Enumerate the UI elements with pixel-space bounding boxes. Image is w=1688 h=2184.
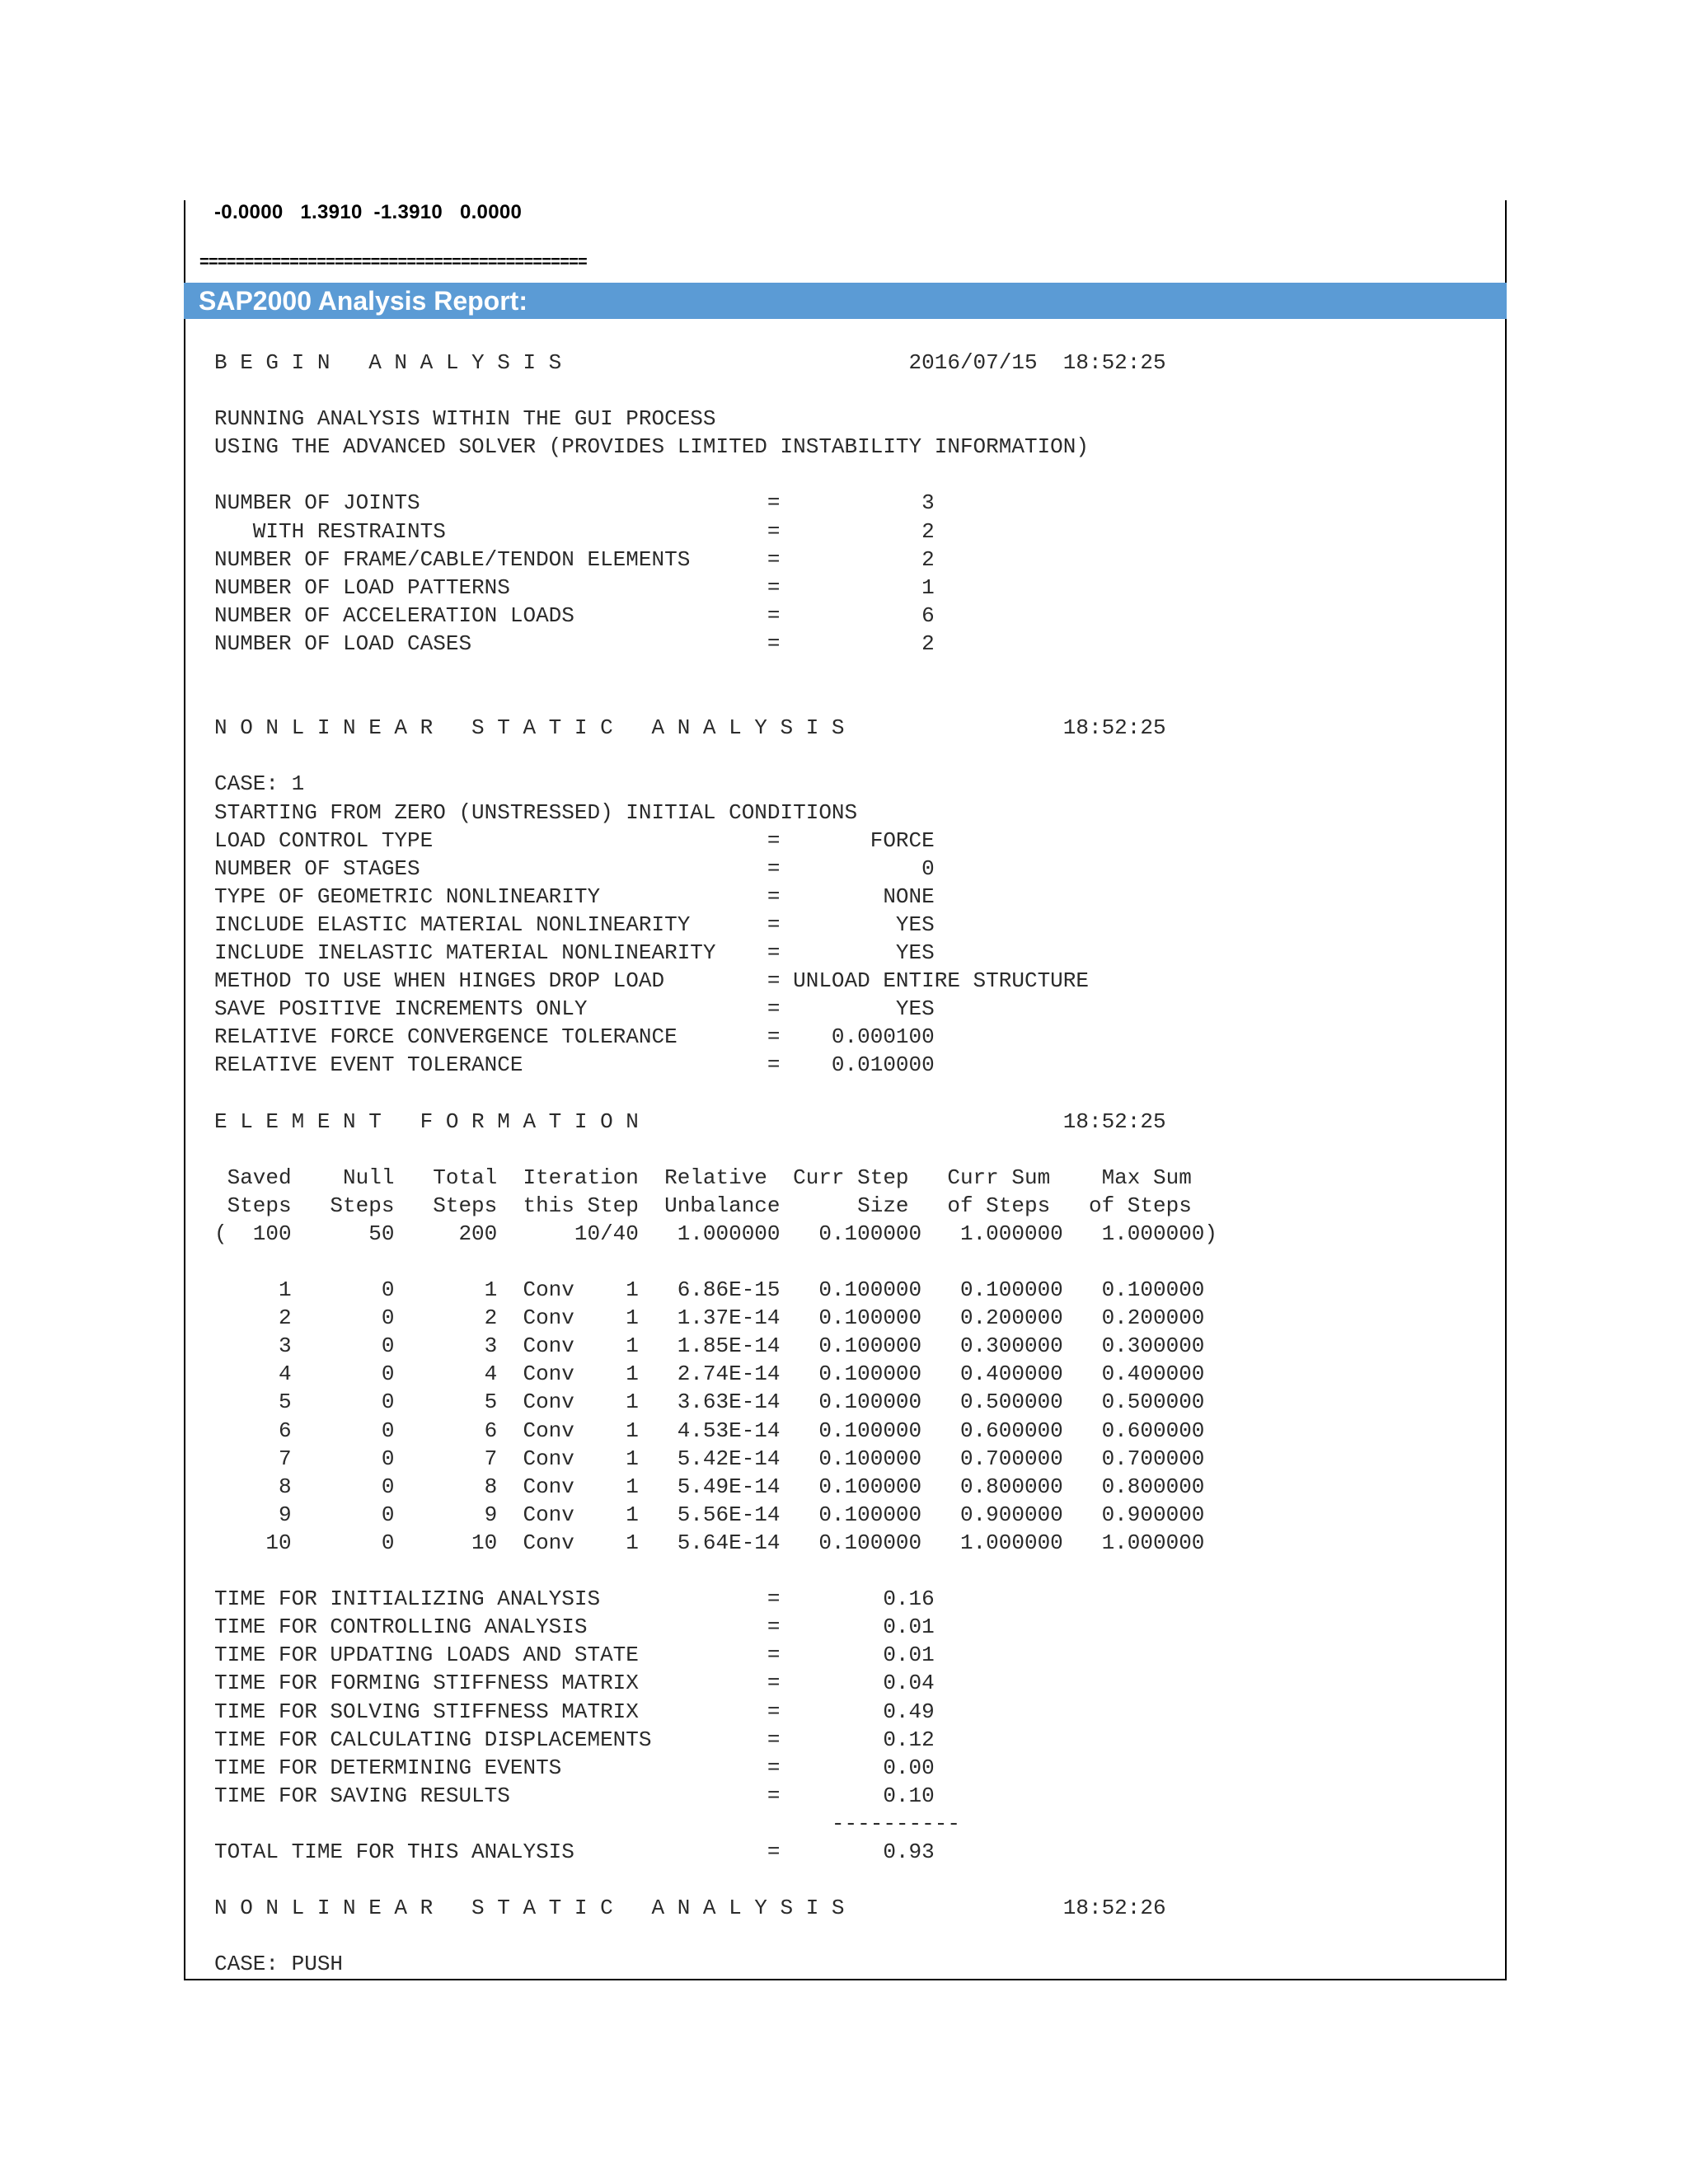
log-line: TIME FOR SOLVING STIFFNESS MATRIX = 0.49 <box>214 1699 935 1724</box>
report-title: SAP2000 Analysis Report: <box>199 285 528 316</box>
log-line: ---------- <box>214 1811 960 1836</box>
log-line: 9 0 9 Conv 1 5.56E-14 0.100000 0.900000 0.900000 <box>214 1502 1205 1527</box>
matrix-values-line: -0.0000 1.3910 -1.3910 0.0000 <box>214 201 523 223</box>
log-line: N O N L I N E A R S T A T I C A N A L Y S I S 18:52:26 <box>214 1896 1166 1921</box>
log-line: 2 0 2 Conv 1 1.37E-14 0.100000 0.200000 0.200000 <box>214 1305 1205 1331</box>
log-line: TOTAL TIME FOR THIS ANALYSIS = 0.93 <box>214 1839 935 1864</box>
log-line: 10 0 10 Conv 1 5.64E-14 0.100000 1.000000 1.000000 <box>214 1530 1205 1555</box>
log-line: NUMBER OF LOAD PATTERNS = 1 <box>214 574 935 600</box>
log-line: NUMBER OF LOAD CASES = 2 <box>214 630 935 656</box>
log-line: NUMBER OF ACCELERATION LOADS = 6 <box>214 602 935 628</box>
log-line: TIME FOR SAVING RESULTS = 0.10 <box>214 1783 935 1808</box>
log-line: TIME FOR INITIALIZING ANALYSIS = 0.16 <box>214 1586 935 1612</box>
log-line: Steps Steps Steps this Step Unbalance Size of Steps of Steps <box>214 1193 1192 1218</box>
log-line: 4 0 4 Conv 1 2.74E-14 0.100000 0.400000 0.400000 <box>214 1361 1205 1387</box>
log-line: ( 100 50 200 10/40 1.000000 0.100000 1.000000 1.000000) <box>214 1221 1217 1246</box>
log-line: CASE: PUSH <box>214 1952 344 1977</box>
log-line: CASE: 1 <box>214 771 305 797</box>
report-title-bar <box>184 283 1507 319</box>
log-line: LOAD CONTROL TYPE = FORCE <box>214 827 935 853</box>
log-line: Saved Null Total Iteration Relative Curr Step Curr Sum Max Sum <box>214 1165 1192 1190</box>
log-line: SAVE POSITIVE INCREMENTS ONLY = YES <box>214 996 935 1022</box>
separator-line: =========================================== <box>199 253 587 271</box>
log-line: 1 0 1 Conv 1 6.86E-15 0.100000 0.100000 0.100000 <box>214 1277 1205 1303</box>
log-line: E L E M E N T F O R M A T I O N 18:52:25 <box>214 1108 1166 1134</box>
log-line: STARTING FROM ZERO (UNSTRESSED) INITIAL CONDITIONS <box>214 799 858 825</box>
log-line: N O N L I N E A R S T A T I C A N A L Y S I S 18:52:25 <box>214 715 1166 741</box>
log-line: RELATIVE EVENT TOLERANCE = 0.010000 <box>214 1052 935 1078</box>
log-line: 6 0 6 Conv 1 4.53E-14 0.100000 0.600000 0.600000 <box>214 1418 1205 1443</box>
log-line: METHOD TO USE WHEN HINGES DROP LOAD = UNLOAD ENTIRE STRUCTURE <box>214 968 1089 994</box>
log-line: NUMBER OF JOINTS = 3 <box>214 490 935 516</box>
log-line: 8 0 8 Conv 1 5.49E-14 0.100000 0.800000 0.800000 <box>214 1474 1205 1499</box>
log-line: 3 0 3 Conv 1 1.85E-14 0.100000 0.300000 0.300000 <box>214 1333 1205 1359</box>
log-line: USING THE ADVANCED SOLVER (PROVIDES LIMITED INSTABILITY INFORMATION) <box>214 434 1089 460</box>
log-line: TIME FOR CONTROLLING ANALYSIS = 0.01 <box>214 1615 935 1640</box>
log-line: INCLUDE ELASTIC MATERIAL NONLINEARITY = YES <box>214 912 935 937</box>
log-line: WITH RESTRAINTS = 2 <box>214 518 935 544</box>
log-line: 7 0 7 Conv 1 5.42E-14 0.100000 0.700000 0.700000 <box>214 1446 1205 1471</box>
log-line: RUNNING ANALYSIS WITHIN THE GUI PROCESS <box>214 406 716 432</box>
log-line: NUMBER OF STAGES = 0 <box>214 855 935 881</box>
log-line: TYPE OF GEOMETRIC NONLINEARITY = NONE <box>214 883 935 909</box>
log-line: INCLUDE INELASTIC MATERIAL NONLINEARITY = YES <box>214 940 935 965</box>
log-line: TIME FOR DETERMINING EVENTS = 0.00 <box>214 1755 935 1780</box>
analysis-log <box>214 349 1217 1978</box>
log-line: 5 0 5 Conv 1 3.63E-14 0.100000 0.500000 0.500000 <box>214 1390 1205 1415</box>
log-line: TIME FOR UPDATING LOADS AND STATE = 0.01 <box>214 1643 935 1668</box>
log-line: TIME FOR CALCULATING DISPLACEMENTS = 0.12 <box>214 1727 935 1752</box>
log-line: TIME FOR FORMING STIFFNESS MATRIX = 0.04 <box>214 1671 935 1696</box>
log-line: NUMBER OF FRAME/CABLE/TENDON ELEMENTS = 2 <box>214 546 935 572</box>
log-line: B E G I N A N A L Y S I S 2016/07/15 18:52:25 <box>214 350 1166 375</box>
log-line: RELATIVE FORCE CONVERGENCE TOLERANCE = 0.000100 <box>214 1024 935 1050</box>
